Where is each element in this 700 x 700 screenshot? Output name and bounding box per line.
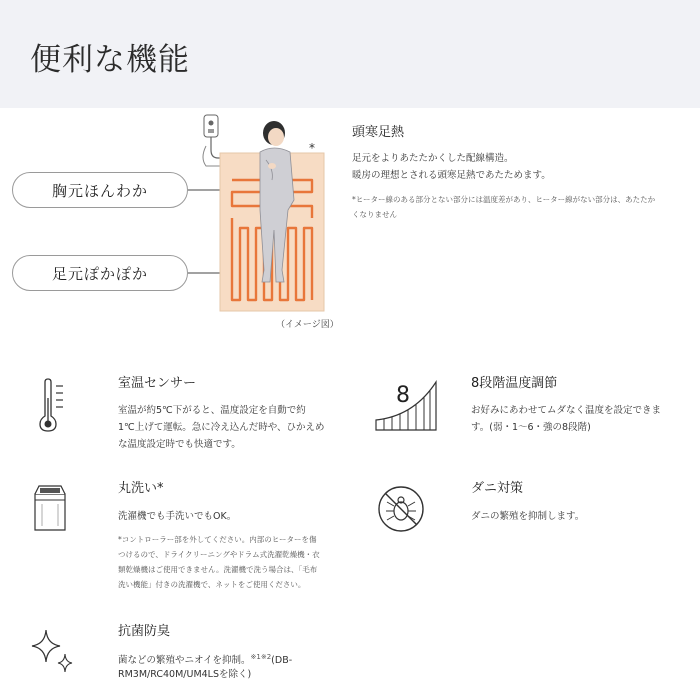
sparkle-icon — [30, 626, 76, 676]
room-sensor-text-1: 室温が約5℃下がると、温度設定を自動で約 — [118, 405, 306, 416]
hero-title: 頭寒足熱 — [352, 125, 405, 140]
hero-text-2: 暖房の理想とされる頭寒足熱であたためます。 — [352, 170, 551, 181]
hero-note-2: くなりません — [352, 210, 397, 219]
no-mite-icon — [376, 484, 426, 534]
antibac-footnote-ref: ※1※2 — [250, 653, 272, 661]
washing-machine-icon — [30, 482, 70, 532]
hero-asterisk: * — [309, 141, 315, 155]
image-caption: （イメージ図） — [276, 320, 339, 330]
antibac-text-tail: (DB- — [271, 655, 293, 667]
thermometer-icon — [38, 378, 68, 434]
room-sensor-title: 室温センサー — [118, 376, 197, 391]
temp-control-title: 8段階温度調節 — [471, 376, 558, 391]
room-sensor-text-3: な温度設定時でも快適です。 — [118, 439, 241, 450]
label-chest-warm: 胸元ほんわか — [12, 172, 188, 208]
page-header — [0, 0, 700, 108]
washable-note-1: *コントローラー部を外してください。内部のヒーターを傷 — [118, 535, 317, 544]
label-feet-warm: 足元ぽかぽか — [12, 255, 188, 291]
washable-note-3: 類乾燥機はご使用できません。洗濯機で洗う場合は、「毛布 — [118, 565, 318, 574]
temperature-steps-icon — [374, 380, 438, 432]
blanket-illustration — [180, 110, 340, 330]
temp-control-text-1: お好みにあわせてムダなく温度を設定できま — [471, 405, 662, 416]
washable-text-1: 洗濯機でも手洗いでもOK。 — [118, 511, 237, 522]
antibac-text-main: 菌などの繁殖やニオイを抑制。 — [118, 655, 251, 667]
mite-text-1: ダニの繁殖を抑制します。 — [471, 511, 585, 522]
temperature-steps-number: 8 — [396, 383, 410, 408]
mite-title: ダニ対策 — [471, 481, 524, 496]
hero-note-1: *ヒーター線のある部分とない部分には温度差があり、ヒーター線がない部分は、あたたか — [352, 195, 656, 204]
antibac-title: 抗菌防臭 — [118, 624, 171, 639]
washable-note-2: つけるので、ドライクリーニングやドラム式洗濯乾燥機・衣 — [118, 550, 320, 559]
hero-text-1: 足元をよりあたたかくした配線構造。 — [352, 153, 514, 164]
room-sensor-text-2: 1℃上げて運転。急に冷え込んだ時や、ひかえめ — [118, 422, 325, 433]
page-title: 便利な機能 — [30, 42, 190, 78]
temp-control-text-2: す。(弱・1～6・強の8段階) — [471, 422, 591, 433]
washable-note-4: 洗い機能」付きの洗濯機で、ネットをご使用ください。 — [118, 580, 306, 589]
antibac-text-2: RM3M/RC40M/UM4LSを除く) — [118, 669, 252, 680]
washable-title: 丸洗い* — [118, 481, 164, 496]
